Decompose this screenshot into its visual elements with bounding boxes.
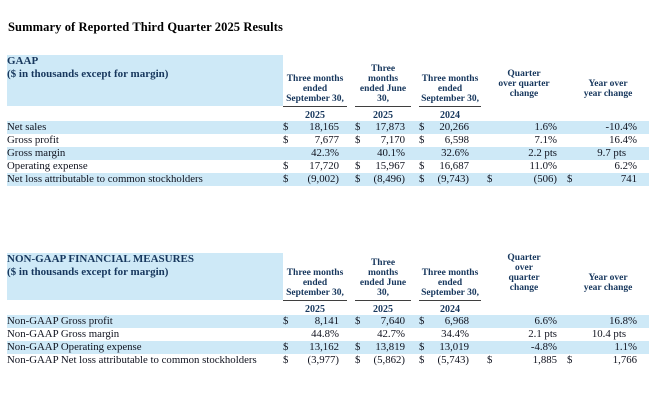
currency-symbol: $ — [487, 173, 505, 186]
currency-symbol: $ — [419, 353, 425, 366]
column-header-line: Quarter — [507, 69, 541, 79]
column-gap — [347, 315, 355, 328]
currency-symbol: $ — [355, 121, 371, 134]
column-gap — [411, 173, 419, 186]
cell-value: 10.4 pts — [591, 327, 627, 340]
column-header-line: months — [367, 267, 399, 278]
column-header — [567, 253, 649, 300]
currency-symbol — [487, 328, 505, 341]
column-header-line: over quarter — [498, 79, 550, 89]
currency-symbol: $ — [283, 315, 299, 328]
section-title: NON-GAAP FINANCIAL MEASURES — [7, 253, 195, 265]
currency-symbol — [567, 121, 583, 134]
table-row — [7, 121, 649, 134]
column-year: 2024 — [440, 303, 461, 315]
currency-symbol — [283, 328, 299, 341]
table-row — [7, 160, 649, 173]
cell-value: (506) — [505, 173, 561, 186]
column-gap — [411, 300, 419, 315]
cell-value: 7,170 — [380, 133, 406, 146]
currency-symbol: $ — [283, 121, 299, 134]
cell-value: 16,687 — [439, 159, 470, 172]
row-label: Gross margin — [7, 147, 283, 160]
column-gap — [347, 328, 355, 341]
row-label: Net sales — [7, 121, 283, 134]
currency-symbol — [487, 134, 505, 147]
currency-symbol — [567, 341, 583, 354]
column-year — [487, 106, 561, 121]
currency-symbol: $ — [283, 159, 289, 172]
cell-value: 40.1% — [371, 147, 411, 160]
gaap-table — [7, 55, 649, 186]
column-header-line: months — [367, 73, 399, 84]
column-header-line: ended — [302, 277, 328, 288]
currency-symbol — [487, 341, 505, 354]
column-gap — [411, 134, 419, 147]
row-label: Operating expense — [7, 159, 88, 172]
column-gap — [411, 55, 419, 106]
column-year: 2025 — [305, 109, 325, 121]
cell-value: 44.8% — [311, 327, 339, 340]
currency-symbol: $ — [283, 341, 299, 354]
table-row — [7, 341, 649, 354]
column-header — [419, 253, 481, 300]
currency-symbol: $ — [487, 353, 493, 366]
currency-symbol — [567, 134, 583, 147]
column-header — [419, 55, 481, 106]
column-header-line: change — [509, 89, 539, 99]
cell-value: 6.2% — [614, 159, 638, 172]
cell-value: 11.0% — [529, 159, 558, 172]
column-gap — [347, 300, 355, 315]
currency-symbol: $ — [419, 315, 435, 328]
column-header — [355, 55, 411, 106]
column-header-line: September 30, — [421, 93, 479, 104]
column-header-line: ended — [437, 83, 463, 94]
currency-symbol: $ — [567, 173, 583, 186]
cell-value: (3,977) — [307, 353, 339, 366]
cell-value: 13,019 — [435, 341, 481, 354]
currency-symbol: $ — [567, 353, 573, 366]
row-label: Non-GAAP Gross profit — [7, 315, 283, 328]
currency-symbol: $ — [419, 133, 425, 146]
cell-value: (5,743) — [437, 353, 470, 366]
column-header — [487, 253, 561, 300]
row-label: Non-GAAP Operating expense — [7, 341, 283, 354]
column-gap — [347, 106, 355, 121]
section-header — [7, 55, 283, 106]
column-gap — [347, 134, 355, 147]
column-header — [487, 55, 561, 106]
cell-value: 7,640 — [371, 315, 411, 328]
section-title: GAAP — [7, 55, 39, 67]
currency-symbol — [487, 147, 505, 160]
column-header-line: ended June — [359, 277, 407, 288]
cell-value: 13,819 — [371, 341, 411, 354]
column-gap — [411, 315, 419, 328]
currency-symbol — [419, 328, 435, 341]
table-row — [7, 354, 649, 367]
column-header-line: quarter — [508, 273, 540, 283]
column-gap — [411, 328, 419, 341]
cell-value: 1,885 — [532, 353, 558, 366]
cell-value: 9.7 pts — [583, 147, 649, 160]
currency-symbol: $ — [355, 133, 361, 146]
cell-value: 6,968 — [435, 315, 481, 328]
cell-value: 42.7% — [377, 327, 406, 340]
column-gap — [347, 55, 355, 106]
column-year: 2025 — [305, 303, 325, 315]
column-gap — [347, 160, 355, 173]
column-header — [283, 55, 347, 106]
column-gap — [411, 253, 419, 300]
cell-value: 2.2 pts — [505, 147, 561, 160]
cell-value: 16.8% — [583, 315, 649, 328]
column-header-line: September 30, — [421, 287, 479, 298]
currency-symbol: $ — [419, 159, 425, 172]
column-gap — [411, 121, 419, 134]
cell-value: 1.1% — [583, 341, 649, 354]
column-gap — [347, 147, 355, 160]
row-label: Gross profit — [7, 133, 59, 146]
column-header-line: 30, — [377, 93, 389, 104]
column-header-line: Three — [370, 257, 396, 268]
column-gap — [347, 354, 355, 367]
column-gap — [411, 341, 419, 354]
column-header-line: 30, — [377, 287, 389, 298]
currency-symbol — [419, 147, 435, 160]
row-label: Non-GAAP Gross margin — [7, 327, 120, 340]
table-row — [7, 134, 649, 147]
column-year — [567, 300, 649, 315]
column-gap — [411, 147, 419, 160]
currency-symbol — [355, 328, 371, 341]
table-row — [7, 328, 649, 341]
column-header-line: ended June — [359, 83, 407, 94]
currency-symbol — [355, 147, 371, 160]
cell-value: 1.6% — [505, 121, 561, 134]
column-gap — [347, 341, 355, 354]
currency-symbol — [283, 147, 299, 160]
column-header-line: change — [509, 283, 539, 293]
currency-symbol: $ — [355, 315, 371, 328]
cell-value: 8,141 — [299, 315, 347, 328]
currency-symbol: $ — [283, 133, 289, 146]
column-header-line: September 30, — [286, 93, 344, 104]
table-row — [7, 147, 649, 160]
currency-symbol — [487, 121, 505, 134]
currency-symbol — [567, 315, 583, 328]
column-year — [567, 106, 649, 121]
currency-symbol — [567, 147, 583, 160]
column-header-line: Three months — [286, 73, 344, 84]
cell-value: 42.3% — [299, 147, 347, 160]
column-header-line: September 30, — [286, 287, 344, 298]
currency-symbol: $ — [355, 159, 361, 172]
column-header-line: ended — [437, 277, 463, 288]
column-header — [567, 55, 649, 106]
currency-symbol: $ — [283, 173, 299, 186]
column-gap — [347, 121, 355, 134]
row-label-spacer — [7, 106, 283, 121]
currency-symbol: $ — [419, 341, 435, 354]
currency-symbol: $ — [355, 353, 361, 366]
column-header-line: Three months — [286, 267, 344, 278]
column-header-line: Three — [370, 63, 396, 74]
currency-symbol — [567, 160, 583, 173]
cell-value: 2.1 pts — [528, 327, 558, 340]
column-gap — [411, 160, 419, 173]
cell-value: 1,766 — [612, 353, 638, 366]
cell-value: 7.1% — [534, 133, 558, 146]
cell-value: 13,162 — [299, 341, 347, 354]
row-label: Net loss attributable to common stockholders — [7, 173, 283, 186]
cell-value: -4.8% — [505, 341, 561, 354]
cell-value: -10.4% — [583, 121, 649, 134]
cell-value: (9,743) — [435, 173, 481, 186]
row-label: Non-GAAP Net loss attributable to common stockholders — [7, 353, 257, 366]
cell-value: (8,496) — [371, 173, 411, 186]
column-year — [487, 300, 561, 315]
page-title: Summary of Reported Third Quarter 2025 Results — [8, 20, 283, 34]
cell-value: 17,873 — [371, 121, 411, 134]
column-header-line: Quarter — [507, 253, 541, 263]
cell-value: 17,720 — [309, 159, 339, 172]
cell-value: (5,862) — [373, 353, 406, 366]
column-header-line: year change — [583, 89, 633, 99]
currency-symbol — [487, 315, 505, 328]
non-gaap-table — [7, 253, 649, 367]
column-header-line: ended — [302, 83, 328, 94]
column-header-line: over — [515, 263, 533, 273]
currency-symbol — [567, 328, 583, 341]
section-subtitle: ($ in thousands except for margin) — [7, 266, 169, 278]
column-gap — [411, 106, 419, 121]
column-header-line: Year over — [588, 79, 628, 89]
currency-symbol: $ — [355, 341, 371, 354]
column-gap — [347, 173, 355, 186]
column-header — [283, 253, 347, 300]
cell-value: 32.6% — [435, 147, 481, 160]
column-year: 2025 — [373, 303, 393, 315]
table-row — [7, 315, 649, 328]
currency-symbol: $ — [283, 353, 289, 366]
currency-symbol: $ — [419, 121, 435, 134]
section-subtitle: ($ in thousands except for margin) — [7, 68, 169, 80]
cell-value: 7,677 — [314, 133, 339, 146]
cell-value: 16.4% — [609, 133, 638, 146]
column-header-line: Year over — [588, 273, 628, 283]
row-label-spacer — [7, 300, 283, 315]
table-row — [7, 173, 649, 186]
cell-value: (9,002) — [299, 173, 347, 186]
column-header-line: Three months — [421, 267, 479, 278]
cell-value: 34.4% — [441, 327, 470, 340]
column-gap — [411, 354, 419, 367]
cell-value: 6,598 — [444, 133, 470, 146]
cell-value: 15,967 — [375, 159, 406, 172]
currency-symbol — [487, 160, 505, 173]
currency-symbol: $ — [355, 173, 371, 186]
column-year: 2024 — [440, 109, 461, 121]
column-gap — [347, 253, 355, 300]
cell-value: 6.6% — [505, 315, 561, 328]
cell-value: 18,165 — [299, 121, 347, 134]
cell-value: 741 — [583, 173, 649, 186]
cell-value: 20,266 — [435, 121, 481, 134]
column-header — [355, 253, 411, 300]
column-header-line: year change — [583, 283, 633, 293]
column-header-line: Three months — [421, 73, 479, 84]
section-header — [7, 253, 283, 300]
column-year: 2025 — [373, 109, 393, 121]
currency-symbol: $ — [419, 173, 435, 186]
